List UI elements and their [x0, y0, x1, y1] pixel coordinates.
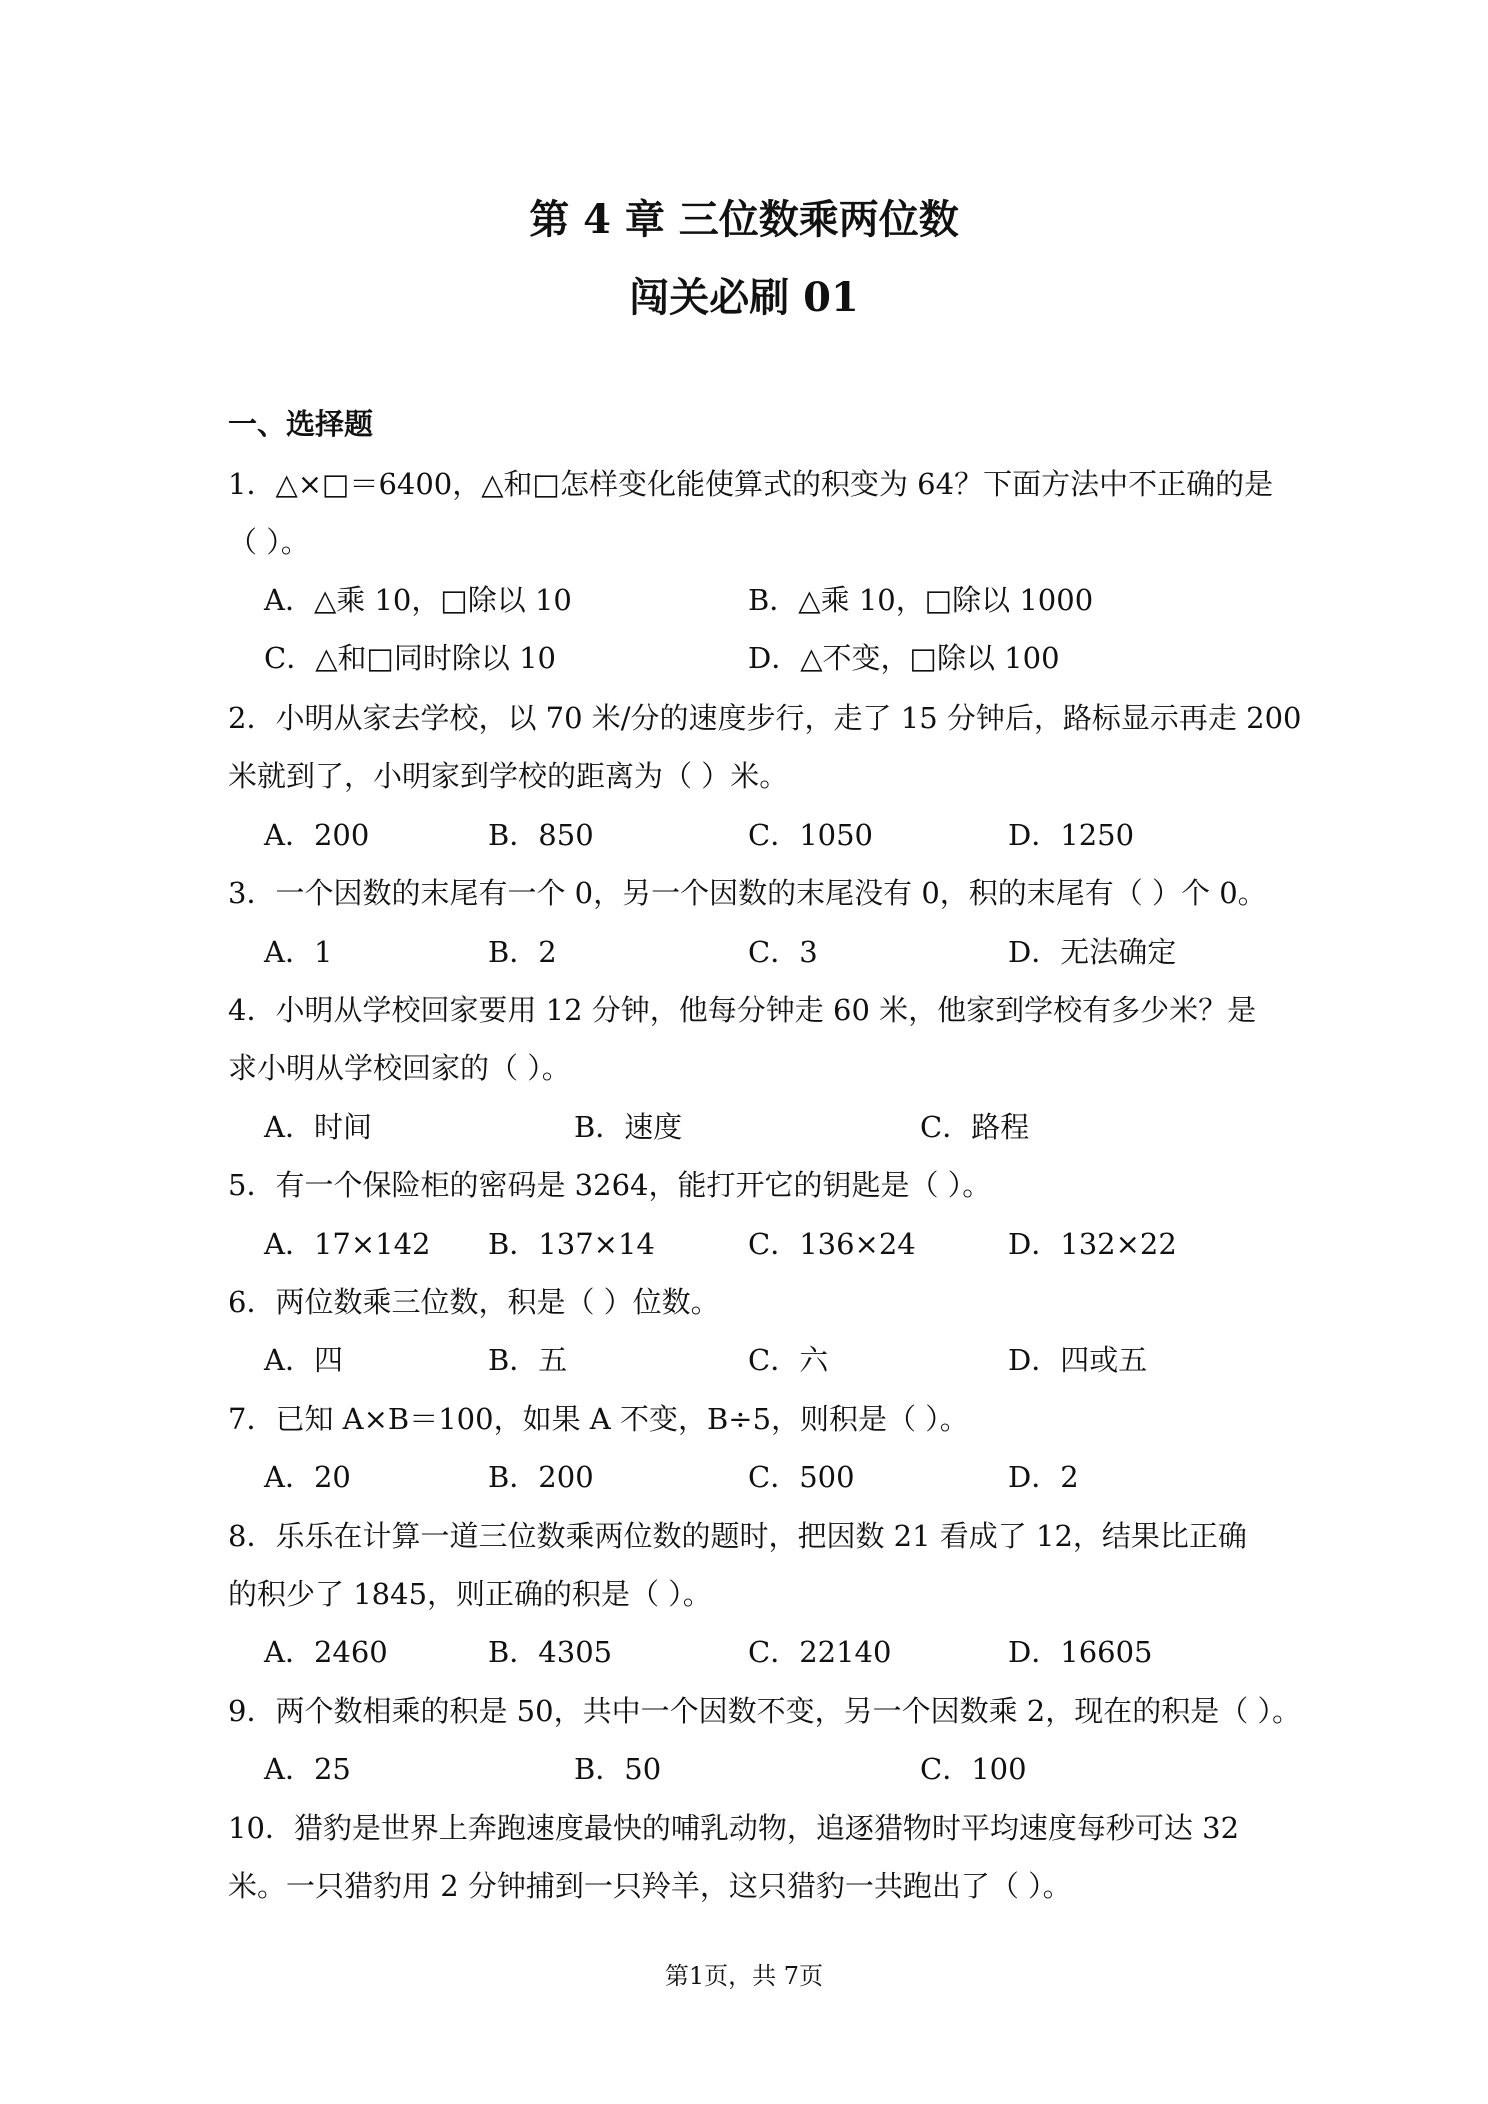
option-c: C．1050: [748, 818, 873, 852]
option-a: A．17×142: [264, 1227, 431, 1261]
question-6-line-1: 6．两位数乘三位数，积是（ ）位数。: [228, 1285, 720, 1319]
question-2-line-2: 米就到了，小明家到学校的距离为（ ）米。: [228, 759, 789, 793]
option-a: A．25: [264, 1752, 351, 1786]
option-c: C．500: [748, 1460, 855, 1494]
question-10-line-2: 米。一只猎豹用 2 分钟捕到一只羚羊，这只猎豹一共跑出了（ ）。: [228, 1869, 1072, 1903]
question-4-line-2: 求小明从学校回家的（ ）。: [228, 1051, 571, 1085]
option-a: A．20: [264, 1460, 351, 1494]
question-1-options-row-2: [0, 638, 1488, 678]
question-3-line-1: 3．一个因数的末尾有一个 0，另一个因数的末尾没有 0，积的末尾有（ ）个 0。: [228, 876, 1267, 910]
option-d: D．132×22: [1008, 1227, 1177, 1261]
option-d: D．1250: [1008, 818, 1135, 852]
question-10-line-1: 10．猎豹是世界上奔跑速度最快的哺乳动物，追逐猎物时平均速度每秒可达 32: [228, 1811, 1240, 1845]
option-c: C．136×24: [748, 1227, 916, 1261]
question-1-line-2: （ ）。: [228, 525, 310, 559]
option-b: B．五: [488, 1343, 568, 1377]
question-7-line-1: 7．已知 A×B＝100，如果 A 不变，B÷5，则积是（ ）。: [228, 1402, 969, 1436]
option-b: B．2: [488, 935, 557, 969]
option-d: D．四或五: [1008, 1343, 1148, 1377]
question-8-options: [0, 1632, 1488, 1672]
page-subtitle: 闯关必刷 01: [629, 274, 859, 321]
option-c: C．100: [920, 1752, 1027, 1786]
option-b: B．137×14: [488, 1227, 655, 1261]
option-b: B．4305: [488, 1635, 613, 1669]
option-b: B．速度: [574, 1110, 683, 1144]
question-7-options: [0, 1457, 1488, 1497]
option-c: C．△和□同时除以 10: [264, 641, 557, 675]
question-9-line-1: 9．两个数相乘的积是 50，共中一个因数不变，另一个因数乘 2，现在的积是（ ）。: [228, 1694, 1301, 1728]
option-c: C．3: [748, 935, 818, 969]
option-c: C．22140: [748, 1635, 892, 1669]
option-d: D．△不变，□除以 100: [748, 641, 1060, 675]
page-number: 第1页，共 7页: [664, 1962, 824, 1990]
option-b: B．200: [488, 1460, 594, 1494]
question-2-options: [0, 815, 1488, 855]
option-a: A．2460: [264, 1635, 388, 1669]
option-b: B．△乘 10，□除以 1000: [748, 583, 1094, 617]
question-2-line-1: 2．小明从家去学校，以 70 米/分的速度步行，走了 15 分钟后，路标显示再走 200: [228, 701, 1302, 735]
option-d: D．16605: [1008, 1635, 1153, 1669]
question-4-line-1: 4．小明从学校回家要用 12 分钟，他每分钟走 60 米，他家到学校有多少米？是: [228, 993, 1257, 1027]
option-a: A．200: [264, 818, 370, 852]
question-3-options: [0, 932, 1488, 972]
question-5-line-1: 5．有一个保险柜的密码是 3264，能打开它的钥匙是（ ）。: [228, 1168, 992, 1202]
chapter-title: 第 4 章 三位数乘两位数: [529, 196, 959, 243]
question-8-line-2: 的积少了 1845，则正确的积是（ ）。: [228, 1577, 712, 1611]
option-b: B．50: [574, 1752, 662, 1786]
question-1-options-row-1: [0, 580, 1488, 620]
option-c: C．六: [748, 1343, 829, 1377]
question-9-options: [0, 1749, 1488, 1789]
question-4-options: [0, 1107, 1488, 1147]
question-5-options: [0, 1224, 1488, 1264]
option-d: D．2: [1008, 1460, 1079, 1494]
section-heading: 一、选择题: [228, 407, 374, 441]
question-1-line-1: 1．△×□＝6400，△和□怎样变化能使算式的积变为 64？下面方法中不正确的是: [228, 467, 1274, 501]
option-d: D．无法确定: [1008, 935, 1177, 969]
option-a: A．四: [264, 1343, 343, 1377]
option-a: A．△乘 10，□除以 10: [264, 583, 572, 617]
question-6-options: [0, 1340, 1488, 1380]
option-a: A．1: [264, 935, 333, 969]
question-8-line-1: 8．乐乐在计算一道三位数乘两位数的题时，把因数 21 看成了 12，结果比正确: [228, 1519, 1247, 1553]
option-c: C．路程: [920, 1110, 1030, 1144]
option-b: B．850: [488, 818, 594, 852]
option-a: A．时间: [264, 1110, 372, 1144]
